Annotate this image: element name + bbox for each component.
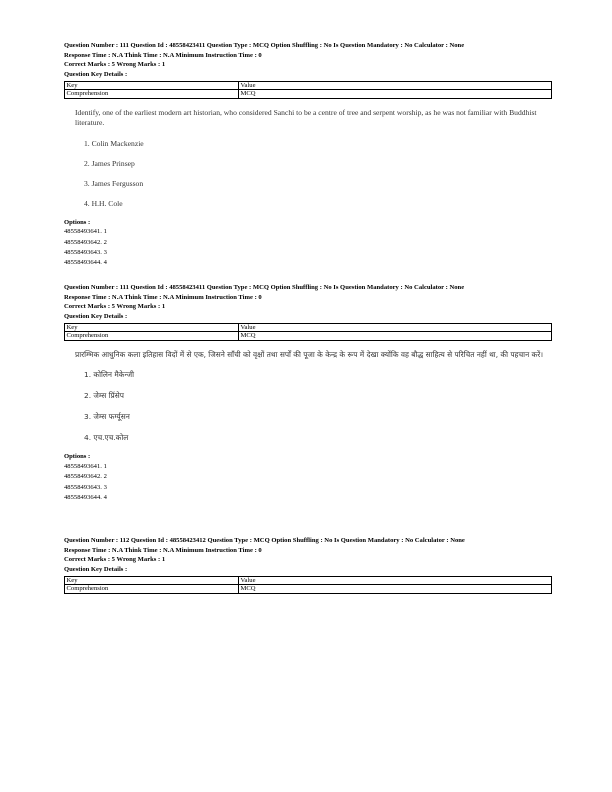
table-row bbox=[65, 332, 552, 340]
table-header-row bbox=[65, 576, 552, 584]
key-details-table bbox=[64, 576, 552, 594]
options-label: Options : bbox=[64, 453, 91, 461]
options-label: Options : bbox=[64, 218, 91, 226]
response-time-line: Response Time : N.A Think Time : N.A Minimum Instruction Time : 0 bbox=[64, 546, 262, 554]
key-cell: Comprehension bbox=[65, 332, 239, 340]
answer-choice: 1. Colin Mackenzie bbox=[84, 138, 144, 148]
key-header: Key bbox=[65, 323, 239, 331]
answer-choice: 2. जेम्स प्रिंसेप bbox=[84, 391, 124, 401]
key-header: Key bbox=[65, 576, 239, 584]
question-block-111-english bbox=[64, 41, 552, 269]
question-header-line: Question Number : 112 Question Id : 48558423412 Question Type : MCQ Option Shuffling : No Is Question Mandatory : No Calculator : None bbox=[64, 537, 465, 544]
answer-choice: 3. James Fergusson bbox=[84, 178, 144, 188]
table-row bbox=[65, 585, 552, 593]
answer-choice: 1. कोलिन मैकेन्जी bbox=[84, 370, 135, 380]
answer-choice: 4. H.H. Cole bbox=[84, 198, 123, 208]
answer-choice: 4. एच.एच.कोल bbox=[84, 433, 129, 443]
question-header-line: Question Number : 111 Question Id : 48558423411 Question Type : MCQ Option Shuffling : No Is Question Mandatory : No Calculator : None bbox=[64, 284, 465, 291]
question-header-line: Question Number : 111 Question Id : 48558423411 Question Type : MCQ Option Shuffling : No Is Question Mandatory : No Calculator : None bbox=[64, 42, 465, 49]
option-id: 48558493641. 1 bbox=[64, 228, 107, 236]
marks-line: Correct Marks : 5 Wrong Marks : 1 bbox=[64, 303, 166, 311]
key-details-label: Question Key Details : bbox=[64, 71, 128, 79]
table-header-row bbox=[65, 81, 552, 89]
key-cell: Comprehension bbox=[65, 585, 239, 593]
key-details-table bbox=[64, 323, 552, 341]
option-id: 48558493644. 4 bbox=[64, 494, 107, 502]
key-cell: Comprehension bbox=[65, 90, 239, 98]
response-time-line: Response Time : N.A Think Time : N.A Minimum Instruction Time : 0 bbox=[64, 51, 262, 59]
key-details-label: Question Key Details : bbox=[64, 566, 128, 574]
answer-choice: 3. जेम्स फर्ग्यूसन bbox=[84, 412, 130, 422]
option-id: 48558493643. 3 bbox=[64, 249, 107, 256]
table-row bbox=[65, 90, 552, 98]
question-text: Identify, one of the earliest modern art historian, who considered Sanchi to be a centre of tree and serpent worship, as he was not familiar with Buddhist literature. bbox=[75, 107, 537, 128]
value-header: Value bbox=[239, 81, 552, 89]
table-header-row bbox=[65, 323, 552, 331]
answer-choice: 2. James Prinsep bbox=[84, 158, 135, 168]
value-cell: MCQ bbox=[239, 585, 552, 593]
option-id: 48558493643. 3 bbox=[64, 483, 107, 491]
marks-line: Correct Marks : 5 Wrong Marks : 1 bbox=[64, 61, 166, 69]
key-header: Key bbox=[65, 81, 239, 89]
response-time-line: Response Time : N.A Think Time : N.A Minimum Instruction Time : 0 bbox=[64, 293, 262, 301]
key-details-label: Question Key Details : bbox=[64, 313, 128, 321]
key-details-table bbox=[64, 81, 552, 99]
question-text: प्रारम्भिक आधुनिक कला इतिहास विदों में से एक, जिसने साँची को वृक्षों तथा सर्पों की पूजा के केन्द्र के रूप में देखा क्योंकि वह बौद्ध साहित्य से परिचित नहीं था, की पहचान करें। bbox=[75, 349, 544, 359]
marks-line: Correct Marks : 5 Wrong Marks : 1 bbox=[64, 556, 166, 564]
question-block-111-hindi bbox=[64, 283, 552, 504]
option-id: 48558493642. 2 bbox=[64, 473, 107, 481]
value-cell: MCQ bbox=[239, 332, 552, 340]
value-header: Value bbox=[239, 323, 552, 331]
option-id: 48558493644. 4 bbox=[64, 259, 107, 267]
question-block-112 bbox=[64, 536, 552, 594]
value-header: Value bbox=[239, 576, 552, 584]
value-cell: MCQ bbox=[239, 90, 552, 98]
option-id: 48558493641. 1 bbox=[64, 462, 107, 470]
option-id: 48558493642. 2 bbox=[64, 238, 107, 246]
